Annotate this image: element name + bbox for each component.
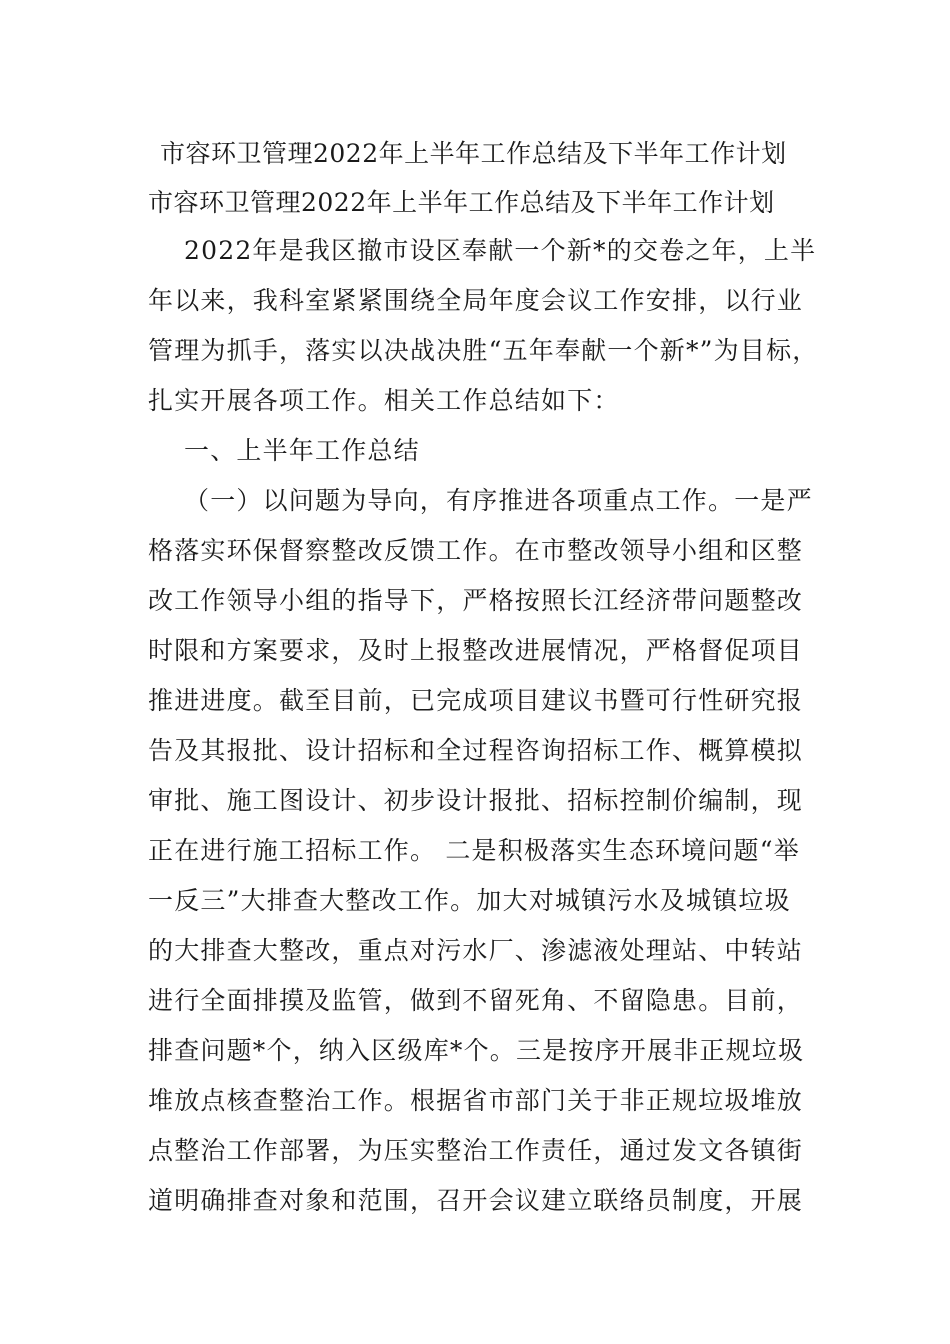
body-line: 年以来，我科室紧紧围绕全局年度会议工作安排，以行业 [148,286,804,315]
body-line: 的大排查大整改，重点对污水厂、渗滤液处理站、中转站 [148,936,804,965]
body-line: 审批、施工图设计、初步设计报批、招标控制价编制，现 [148,786,804,815]
body-line: 推进进度。截至目前，已完成项目建议书暨可行性研究报 [148,686,804,715]
body-line: 进行全面排摸及监管，做到不留死角、不留隐患。目前， [148,986,804,1015]
body-line: 扎实开展各项工作。相关工作总结如下： [148,386,620,415]
body-line: 格落实环保督察整改反馈工作。在市整改领导小组和区整 [148,536,804,565]
body-line: 堆放点核查整治工作。根据省市部门关于非正规垃圾堆放 [148,1086,804,1115]
body-line: 2022年是我区撤市设区奉献一个新*的交卷之年，上半 [184,236,817,265]
body-line: 告及其报批、设计招标和全过程咨询招标工作、概算模拟 [148,736,804,765]
body-line: 管理为抓手，落实以决战决胜“五年奉献一个新*”为目标， [148,336,819,365]
document-title-line-1: 市容环卫管理2022年上半年工作总结及下半年工作计划 [160,139,787,168]
body-line: 点整治工作部署，为压实整治工作责任，通过发文各镇街 [148,1136,804,1165]
body-line: 改工作领导小组的指导下，严格按照长江经济带问题整改 [148,586,804,615]
body-line: 一反三”大排查大整改工作。加大对城镇污水及城镇垃圾 [148,886,791,915]
body-line: 排查问题*个，纳入区级库*个。三是按序开展非正规垃圾 [148,1036,805,1065]
body-line: 时限和方案要求，及时上报整改进展情况，严格督促项目 [148,636,804,665]
document-title-line-2: 市容环卫管理2022年上半年工作总结及下半年工作计划 [148,188,775,217]
body-line: （一）以问题为导向，有序推进各项重点工作。一是严 [184,486,813,515]
body-line: 正在进行施工招标工作。 二是积极落实生态环境问题“举 [148,836,800,865]
body-line: 道明确排查对象和范围，召开会议建立联络员制度，开展 [148,1186,804,1215]
section-heading: 一、上半年工作总结 [184,436,420,465]
